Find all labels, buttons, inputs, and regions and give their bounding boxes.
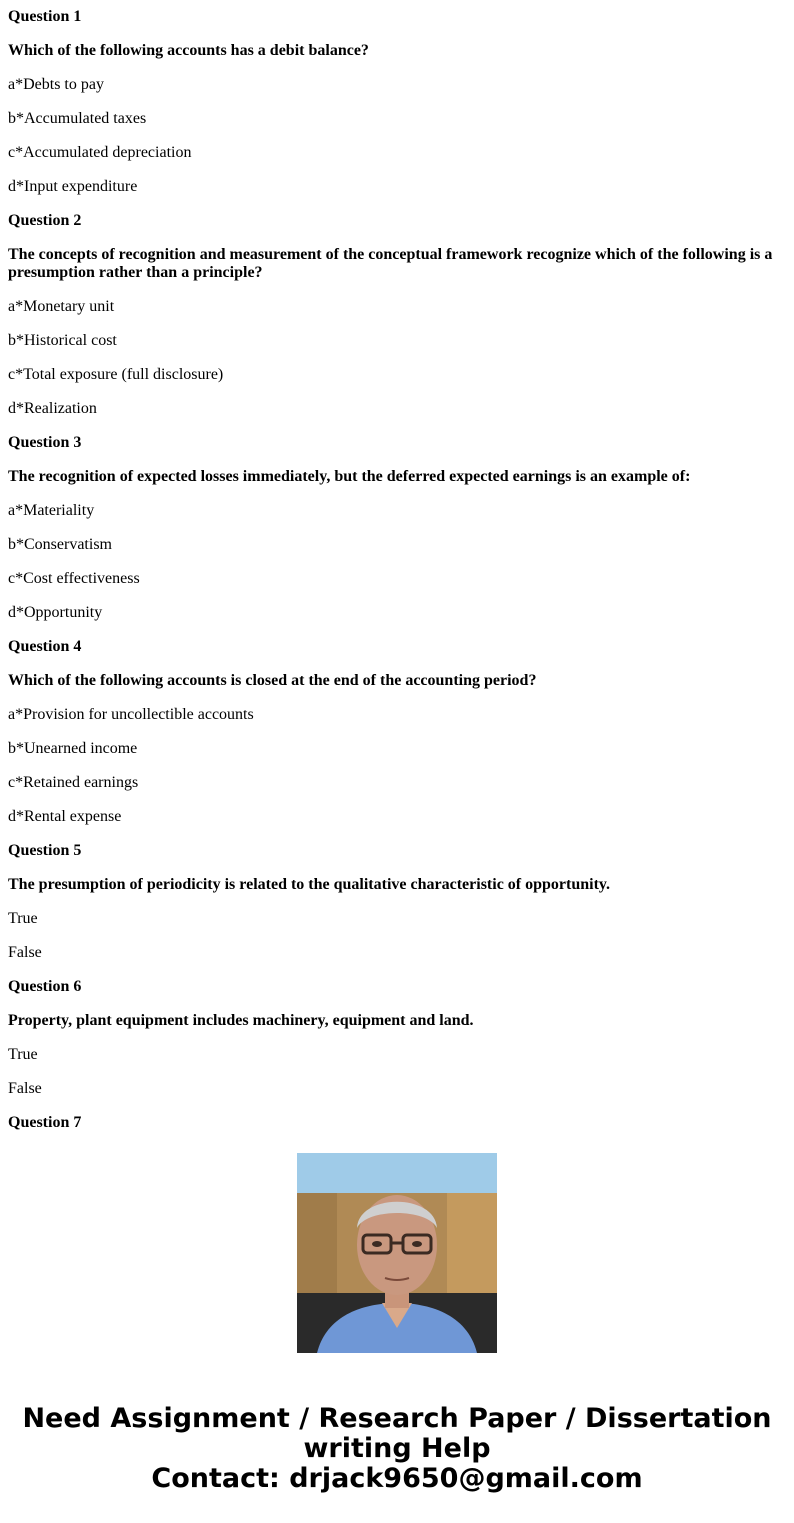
question-text: Property, plant equipment includes machinery, equipment and land.	[8, 1012, 474, 1029]
question-title: Question 2	[8, 212, 82, 229]
answer-option: d*Rental expense	[8, 808, 122, 825]
answer-option: b*Conservatism	[8, 536, 112, 553]
question-title: Question 5	[8, 842, 82, 859]
question-text: The recognition of expected losses immediately, but the deferred expected earnings is an example of:	[8, 468, 691, 485]
answer-option: a*Monetary unit	[8, 298, 115, 315]
question-text: Which of the following accounts is closed at the end of the accounting period?	[8, 672, 537, 689]
answer-option: c*Accumulated depreciation	[8, 144, 192, 161]
promo-line-1: Need Assignment / Research Paper / Dissertation	[22, 1403, 772, 1434]
answer-option: b*Unearned income	[8, 740, 138, 757]
answer-option: d*Realization	[8, 400, 97, 417]
answer-option: d*Input expenditure	[8, 178, 138, 195]
question-title: Question 4	[8, 638, 82, 655]
answer-option: True	[8, 910, 38, 927]
answer-option: b*Historical cost	[8, 332, 117, 349]
question-title: Question 1	[8, 8, 82, 25]
answer-option: c*Retained earnings	[8, 774, 139, 791]
question-title: Question 6	[8, 978, 82, 995]
question-title: Question 3	[8, 434, 82, 451]
answer-option: a*Materiality	[8, 502, 95, 519]
portrait-image	[297, 1153, 497, 1353]
questions-content	[8, 0, 786, 1131]
answer-option: False	[8, 1080, 42, 1097]
answer-option: c*Total exposure (full disclosure)	[8, 366, 224, 383]
answer-option: b*Accumulated taxes	[8, 110, 147, 127]
promo-line-3: Contact: drjack9650@gmail.com	[151, 1463, 643, 1494]
answer-option: a*Provision for uncollectible accounts	[8, 706, 254, 723]
promo-line-2: writing Help	[303, 1433, 491, 1464]
contact-banner	[0, 1404, 794, 1494]
answer-option: a*Debts to pay	[8, 76, 104, 93]
question-text: Which of the following accounts has a debit balance?	[8, 42, 369, 59]
answer-option: False	[8, 944, 42, 961]
answer-option: c*Cost effectiveness	[8, 570, 140, 587]
answer-option: d*Opportunity	[8, 604, 103, 621]
question-text: The presumption of periodicity is related to the qualitative characteristic of opportunity.	[8, 876, 611, 893]
author-avatar	[297, 1153, 497, 1353]
answer-option: True	[8, 1046, 38, 1063]
question-title: Question 7	[8, 1114, 82, 1131]
question-text: The concepts of recognition and measurement of the conceptual framework recognize which of the following is a presumption rather than a principle?	[8, 246, 773, 281]
